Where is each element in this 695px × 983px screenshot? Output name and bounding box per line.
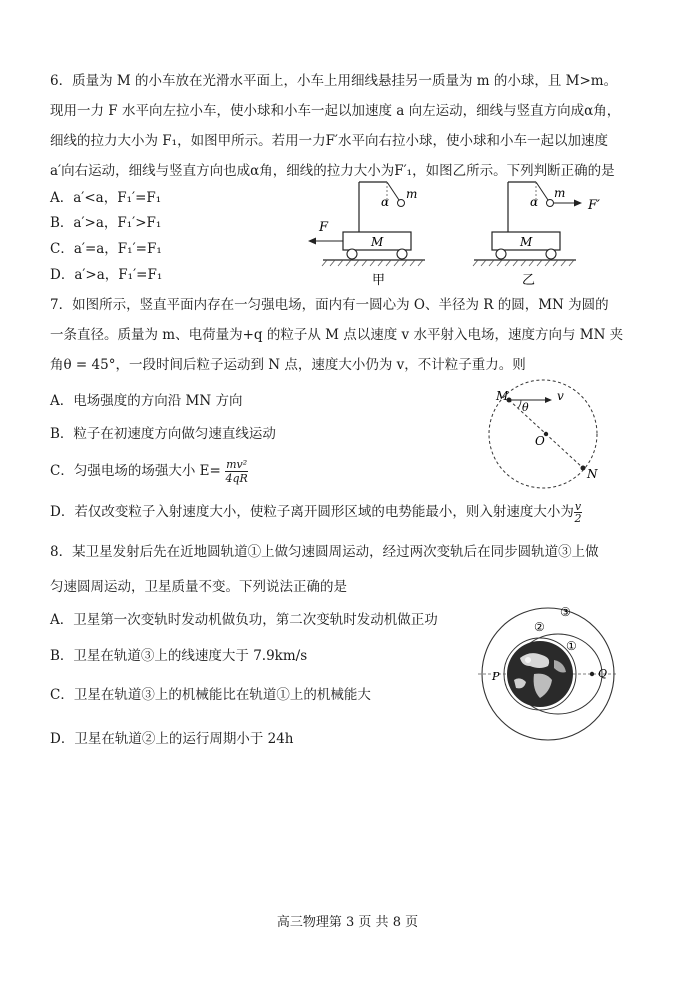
q7-point-n-label: N <box>587 467 598 481</box>
q8-orbit-2-label: ② <box>534 620 545 634</box>
q6-yi-caption: 乙 <box>522 273 536 288</box>
q6-yi-ball-label: m <box>554 186 566 200</box>
q6-jia-caption: 甲 <box>372 273 386 288</box>
q8-point-q-label: Q <box>598 667 608 680</box>
q7-option-b: B．粒子在初速度方向做匀速直线运动 <box>50 426 276 442</box>
q7-option-d-fraction <box>574 501 582 524</box>
q6-line-1: 6．质量为 M 的小车放在光滑水平面上，小车上用细线悬挂另一质量为 m 的小球，且 M>m。 <box>50 73 618 89</box>
q7-option-d-text: D．若仅改变粒子入射速度大小，使粒子离开圆形区域的电势能最小，则入射速度大小为 <box>50 504 574 520</box>
q6-option-b: B．a′>a，F₁′>F₁ <box>50 215 162 231</box>
q7-option-d-denominator: 2 <box>574 512 582 525</box>
q6-yi-mass-label: M <box>520 235 533 249</box>
q6-figure-jia <box>305 176 435 286</box>
q7-point-m-label: M <box>496 389 509 403</box>
q6-option-a: A．a′<a，F₁′=F₁ <box>50 190 162 206</box>
q7-option-a: A．电场强度的方向沿 MN 方向 <box>50 393 243 409</box>
q7-option-d-numerator: v <box>574 500 582 513</box>
q6-option-d: D．a′>a，F₁′=F₁ <box>50 267 163 283</box>
q7-option-d <box>50 501 582 524</box>
q6-jia-angle-label: α <box>381 195 390 209</box>
q6-line-3: 细线的拉力大小为 F₁，如图甲所示。若用一力F′水平向右拉小球，使小球和小车一起以加速度 <box>50 133 609 149</box>
q7-option-c-numerator: mv² <box>226 458 248 471</box>
q8-line-1: 8．某卫星发射后先在近地圆轨道①上做匀速圆周运动，经过两次变轨后在同步圆轨道③上做 <box>50 544 599 560</box>
q7-line-1: 7．如图所示，竖直平面内存在一匀强电场，面内有一圆心为 O、半径为 R 的圆，MN 为圆的 <box>50 297 609 313</box>
q6-jia-ball-label: m <box>406 187 418 201</box>
q8-line-2: 匀速圆周运动，卫星质量不变。下列说法正确的是 <box>50 579 347 595</box>
page-footer: 高三物理第 3 页 共 8 页 <box>276 915 419 930</box>
q6-jia-force-label: F <box>319 220 329 235</box>
q6-line-4: a′向右运动，细线与竖直方向也成α角，细线的拉力大小为F′₁，如图乙所示。下列判断正确的是 <box>50 163 615 179</box>
q6-yi-force-label: F′ <box>588 198 600 213</box>
q7-option-c-fraction <box>225 458 248 485</box>
q7-point-o-label: O <box>535 434 545 448</box>
q7-line-2: 一条直径。质量为 m、电荷量为+q 的粒子从 M 点以速度 v 水平射入电场，速度方向与 MN 夹 <box>50 327 624 343</box>
q7-option-c-denominator: 4qR <box>225 472 248 485</box>
q8-option-b: B．卫星在轨道③上的线速度大于 7.9km/s <box>50 648 308 664</box>
q8-figure <box>470 600 630 745</box>
q7-velocity-label: v <box>557 389 564 403</box>
q7-figure <box>495 382 625 492</box>
q7-option-c-text: C．匀强电场的场强大小 E= <box>50 463 221 479</box>
q8-option-d: D．卫星在轨道②上的运行周期小于 24h <box>50 731 294 747</box>
q8-option-c: C．卫星在轨道③上的机械能比在轨道①上的机械能大 <box>50 687 371 703</box>
q7-theta-label: θ <box>522 401 529 414</box>
q6-option-c: C．a′=a，F₁′=F₁ <box>50 241 162 257</box>
q7-line-3: 角θ = 45°，一段时间后粒子运动到 N 点，速度大小仍为 v，不计粒子重力。则 <box>50 357 526 373</box>
q6-jia-mass-label: M <box>371 235 384 249</box>
q6-line-2: 现用一力 F 水平向左拉小车，使小球和小车一起以加速度 a 向左运动，细线与竖直方向成α角， <box>50 103 621 119</box>
q7-option-c <box>50 458 248 485</box>
q6-figure-yi <box>472 176 612 286</box>
q8-point-p-label: P <box>492 670 500 683</box>
q8-orbit-3-label: ③ <box>560 605 571 619</box>
earth-image <box>507 641 573 707</box>
q8-option-a: A．卫星第一次变轨时发动机做负功，第二次变轨时发动机做正功 <box>50 612 438 628</box>
q6-yi-angle-label: α <box>530 195 539 209</box>
q8-orbit-1-label: ① <box>566 639 577 653</box>
